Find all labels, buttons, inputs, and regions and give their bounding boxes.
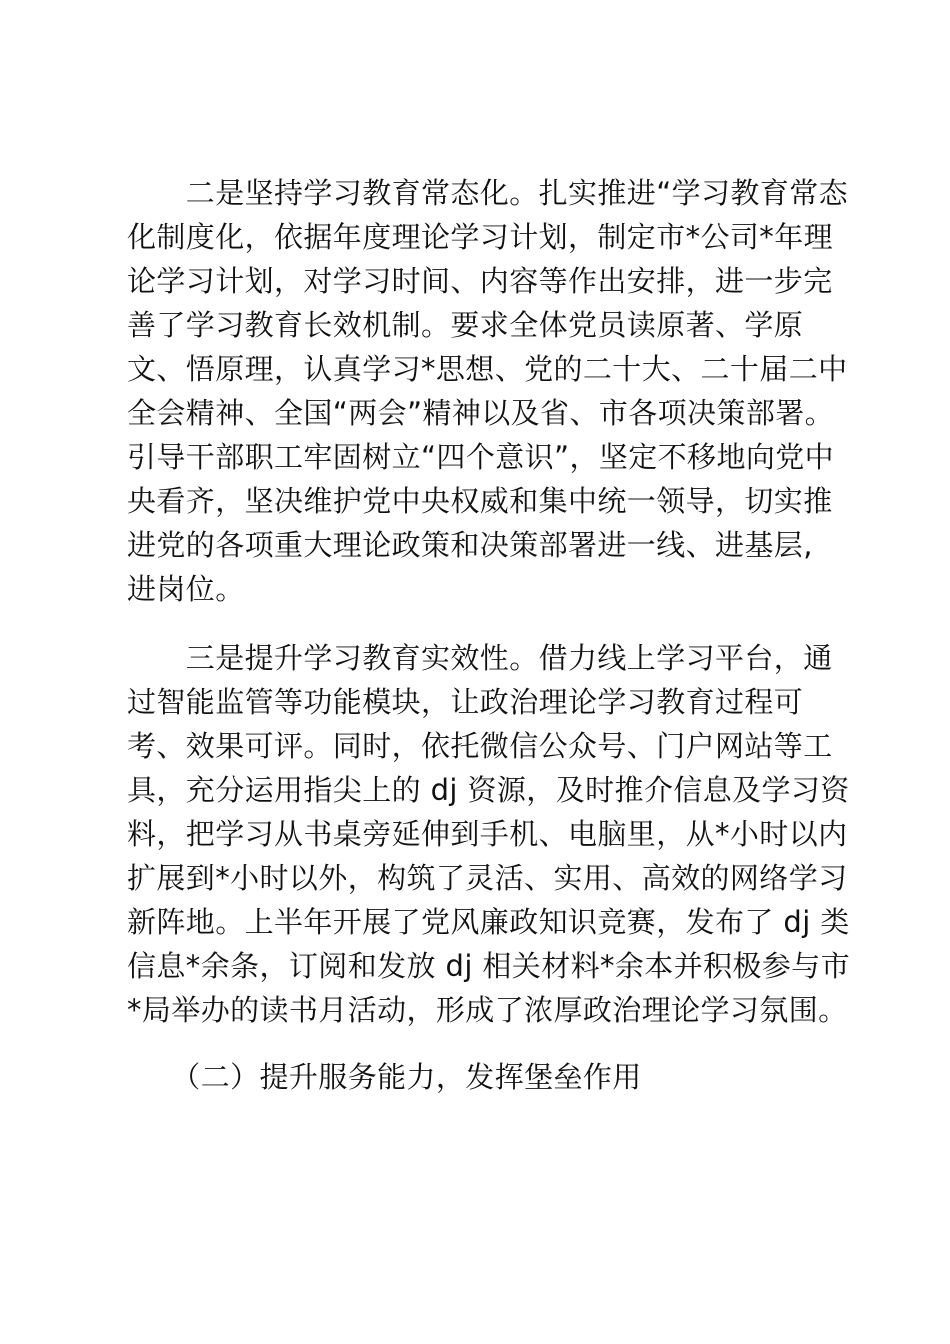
paragraph-line: 化制度化，依据年度理论学习计划，制定市*公司*年理 [127,220,834,254]
paragraph-line: 具，充分运用指尖上的 dj 资源，及时推介信息及学习资 [127,773,850,807]
paragraph-line: 信息*余条，订阅和发放 dj 相关材料*余本并积极参与市 [127,949,851,983]
paragraph-line: 论学习计划，对学习时间、内容等作出安排，进一步完 [127,264,833,298]
paragraph-line: 过智能监管等功能模块，让政治理论学习教育过程可 [127,685,804,719]
paragraph-line: 央看齐，坚决维护党中央权威和集中统一领导，切实推 [127,484,833,518]
paragraph-line: 料，把学习从书桌旁延伸到手机、电脑里，从*小时以内 [127,817,848,851]
paragraph-line: 进党的各项重大理论政策和决策部署进一线、进基层, [127,528,813,562]
paragraph-line: 文、悟原理，认真学习*思想、党的二十大、二十届二中 [127,352,848,386]
paragraph-line: 三是提升学习教育实效性。借力线上学习平台，通 [127,641,833,675]
paragraph-line: 新阵地。上半年开展了党风廉政知识竞赛，发布了 dj 类 [127,905,850,939]
paragraph-line: 二是坚持学习教育常态化。扎实推进“学习教育常态 [127,176,849,210]
paragraph-line: 善了学习教育长效机制。要求全体党员读原著、学原 [127,308,804,342]
paragraph-line: *局举办的读书月活动，形成了浓厚政治理论学习氛围。 [127,993,848,1027]
paragraph-line: 引导干部职工牢固树立“四个意识”，坚定不移地向党中 [127,440,835,474]
section-heading: （二）提升服务能力，发挥堡垒作用 [127,1060,642,1094]
paragraph-line: 进岗位。 [127,572,245,606]
paragraph-line: 全会精神、全国“两会”精神以及省、市各项决策部署。 [127,396,835,430]
paragraph-line: 考、效果可评。同时，依托微信公众号、门户网站等工 [127,729,833,763]
paragraph-line: 扩展到*小时以外，构筑了灵活、实用、高效的网络学习 [127,861,848,895]
